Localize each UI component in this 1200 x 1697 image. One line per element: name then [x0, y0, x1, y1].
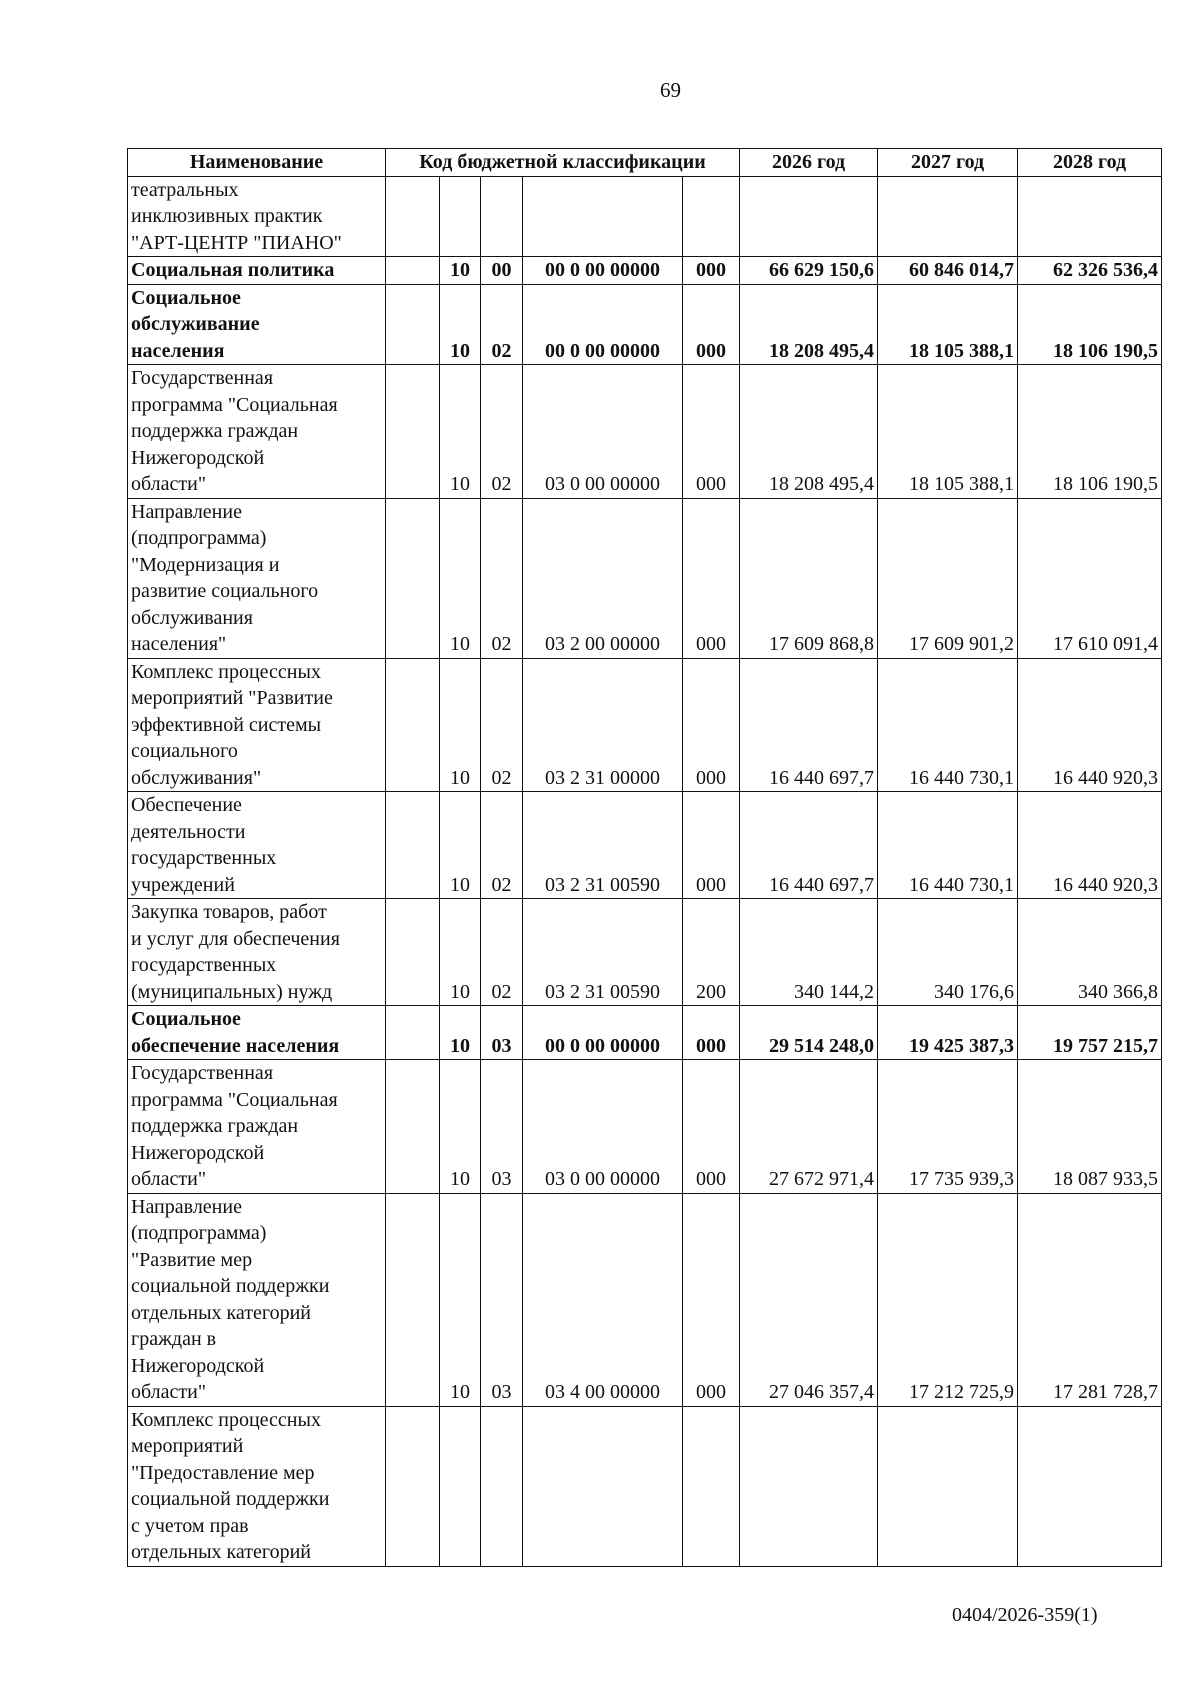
row-name [128, 257, 386, 285]
code-subsection [481, 1406, 523, 1566]
row-name-line: Нижегородской [131, 446, 265, 469]
code-col-1 [386, 792, 440, 899]
code-subsection: 02 [481, 284, 523, 365]
row-name-line: обслуживание [131, 313, 260, 335]
code-section: 10 [440, 284, 481, 365]
value-2026: 17 609 868,8 [740, 498, 878, 658]
row-name-line: развитие социального [131, 580, 319, 602]
value-2028: 340 366,8 [1018, 899, 1162, 1006]
table-row [128, 176, 1162, 257]
value-2026 [740, 1406, 878, 1566]
value-2026: 18 208 495,4 [740, 284, 878, 365]
row-name-line: "Модернизация и [131, 553, 280, 576]
code-section [440, 1406, 481, 1566]
row-name-line: учреждений [131, 873, 235, 896]
row-name-line: граждан в [131, 1328, 217, 1350]
value-2027: 19 425 387,3 [878, 1006, 1018, 1060]
value-2027 [878, 1406, 1018, 1566]
row-name-line: Социальная политика [131, 259, 335, 281]
row-name-line: Социальное [131, 286, 241, 309]
code-target-article: 00 0 00 00000 [523, 284, 683, 365]
row-name-line: Государственная [131, 1062, 274, 1084]
row-name-line: Нижегородской [131, 1141, 265, 1164]
code-col-1 [386, 658, 440, 792]
value-2028 [1018, 176, 1162, 257]
row-name [128, 365, 386, 499]
row-name-line: области" [131, 473, 207, 495]
row-name-line: Направление [131, 1195, 242, 1218]
row-name-line: области" [131, 1168, 207, 1190]
code-subsection: 02 [481, 498, 523, 658]
code-expense-type: 000 [683, 1193, 740, 1406]
code-expense-type [683, 1406, 740, 1566]
row-name-line: программа "Социальная [131, 393, 338, 416]
row-name-line: программа "Социальная [131, 1088, 338, 1111]
row-name-line: Направление [131, 500, 242, 523]
value-2026: 16 440 697,7 [740, 792, 878, 899]
code-expense-type [683, 176, 740, 257]
code-target-article: 03 4 00 00000 [523, 1193, 683, 1406]
value-2027: 17 735 939,3 [878, 1060, 1018, 1194]
value-2028: 18 106 190,5 [1018, 365, 1162, 499]
code-target-article: 03 2 31 00000 [523, 658, 683, 792]
code-section: 10 [440, 658, 481, 792]
code-col-1 [386, 1193, 440, 1406]
value-2026: 340 144,2 [740, 899, 878, 1006]
code-col-1 [386, 899, 440, 1006]
row-name [128, 176, 386, 257]
value-2028: 16 440 920,3 [1018, 792, 1162, 899]
value-2028: 18 106 190,5 [1018, 284, 1162, 365]
value-2027: 18 105 388,1 [878, 365, 1018, 499]
value-2026: 66 629 150,6 [740, 257, 878, 285]
value-2026: 27 672 971,4 [740, 1060, 878, 1194]
code-expense-type: 000 [683, 792, 740, 899]
code-target-article: 00 0 00 00000 [523, 1006, 683, 1060]
code-col-1 [386, 1006, 440, 1060]
code-target-article: 03 0 00 00000 [523, 365, 683, 499]
table-row [128, 1406, 1162, 1566]
code-subsection: 03 [481, 1006, 523, 1060]
header-2028: 2028 год [1018, 149, 1162, 177]
value-2028 [1018, 1406, 1162, 1566]
document-code: 0404/2026-359(1) [952, 1604, 1098, 1626]
row-name [128, 1006, 386, 1060]
row-name [128, 284, 386, 365]
code-target-article: 00 0 00 00000 [523, 257, 683, 285]
code-expense-type: 000 [683, 1060, 740, 1194]
table-row [128, 1060, 1162, 1194]
code-section: 10 [440, 1006, 481, 1060]
row-name-line: театральных [131, 178, 239, 201]
code-section: 10 [440, 1060, 481, 1194]
row-name-line: Государственная [131, 367, 274, 389]
code-expense-type: 000 [683, 498, 740, 658]
row-name-line: обслуживания" [131, 766, 262, 789]
header-2026: 2026 год [740, 149, 878, 177]
value-2027: 16 440 730,1 [878, 792, 1018, 899]
value-2027: 18 105 388,1 [878, 284, 1018, 365]
value-2026: 27 046 357,4 [740, 1193, 878, 1406]
budget-table [127, 148, 1162, 1567]
code-subsection: 02 [481, 792, 523, 899]
row-name [128, 658, 386, 792]
code-section: 10 [440, 257, 481, 285]
value-2027: 17 609 901,2 [878, 498, 1018, 658]
code-col-1 [386, 498, 440, 658]
row-name-line: обслуживания [131, 606, 253, 629]
code-target-article [523, 176, 683, 257]
code-expense-type: 000 [683, 658, 740, 792]
row-name-line: Социальное [131, 1008, 241, 1030]
code-subsection: 02 [481, 365, 523, 499]
value-2028: 62 326 536,4 [1018, 257, 1162, 285]
code-target-article: 03 2 00 00000 [523, 498, 683, 658]
code-col-1 [386, 1406, 440, 1566]
row-name-line: населения [131, 339, 225, 362]
code-target-article: 03 0 00 00000 [523, 1060, 683, 1194]
row-name-line: населения" [131, 633, 227, 655]
row-name-line: области" [131, 1381, 207, 1403]
code-expense-type: 000 [683, 257, 740, 285]
table-row [128, 257, 1162, 285]
code-expense-type: 000 [683, 365, 740, 499]
code-col-1 [386, 284, 440, 365]
code-expense-type: 000 [683, 284, 740, 365]
row-name-line: Комплекс процессных [131, 1408, 321, 1431]
code-expense-type: 000 [683, 1006, 740, 1060]
table-row [128, 792, 1162, 899]
row-name-line: Закупка товаров, работ [131, 901, 327, 923]
header-name: Наименование [128, 149, 386, 177]
value-2028: 17 610 091,4 [1018, 498, 1162, 658]
value-2027: 60 846 014,7 [878, 257, 1018, 285]
value-2026: 18 208 495,4 [740, 365, 878, 499]
row-name-line: социальной поддержки [131, 1488, 330, 1510]
code-col-1 [386, 1060, 440, 1194]
code-target-article: 03 2 31 00590 [523, 792, 683, 899]
row-name-line: отдельных категорий [131, 1301, 312, 1324]
row-name-line: с учетом прав [131, 1514, 249, 1537]
code-col-1 [386, 365, 440, 499]
code-section: 10 [440, 1193, 481, 1406]
value-2027: 16 440 730,1 [878, 658, 1018, 792]
row-name [128, 498, 386, 658]
table-body [128, 176, 1162, 1566]
row-name-line: эффективной системы [131, 713, 322, 736]
row-name-line: мероприятий [131, 1435, 244, 1457]
header-code: Код бюджетной классификации [386, 149, 740, 177]
row-name-line: "Предоставление мер [131, 1461, 315, 1484]
value-2027: 17 212 725,9 [878, 1193, 1018, 1406]
row-name [128, 792, 386, 899]
row-name-line: мероприятий "Развитие [131, 687, 333, 709]
row-name-line: социальной поддержки [131, 1275, 330, 1297]
row-name-line: "АРТ-ЦЕНТР "ПИАНО" [131, 231, 342, 254]
code-target-article [523, 1406, 683, 1566]
code-section: 10 [440, 365, 481, 499]
row-name-line: (подпрограмма) [131, 1222, 267, 1244]
page-number: 69 [660, 78, 681, 102]
table-row [128, 899, 1162, 1006]
row-name-line: Обеспечение [131, 794, 242, 816]
row-name-line: Нижегородской [131, 1354, 265, 1377]
value-2027 [878, 176, 1018, 257]
row-name-line: поддержка граждан [131, 1115, 299, 1137]
code-subsection: 02 [481, 899, 523, 1006]
code-col-1 [386, 176, 440, 257]
row-name [128, 1193, 386, 1406]
row-name-line: и услуг для обеспечения [131, 927, 340, 950]
row-name-line: государственных [131, 847, 277, 869]
table-row [128, 284, 1162, 365]
row-name-line: социального [131, 740, 238, 762]
code-section: 10 [440, 792, 481, 899]
value-2027: 340 176,6 [878, 899, 1018, 1006]
code-section [440, 176, 481, 257]
code-subsection [481, 176, 523, 257]
code-section: 10 [440, 899, 481, 1006]
row-name [128, 899, 386, 1006]
value-2028: 17 281 728,7 [1018, 1193, 1162, 1406]
row-name-line: поддержка граждан [131, 420, 299, 442]
row-name [128, 1406, 386, 1566]
table-header-row [128, 149, 1162, 177]
code-expense-type: 200 [683, 899, 740, 1006]
code-subsection: 03 [481, 1193, 523, 1406]
table-row [128, 1193, 1162, 1406]
value-2026: 29 514 248,0 [740, 1006, 878, 1060]
table-row [128, 365, 1162, 499]
row-name-line: обеспечение населения [131, 1034, 340, 1057]
row-name-line: "Развитие мер [131, 1248, 253, 1271]
code-subsection: 02 [481, 658, 523, 792]
table-row [128, 498, 1162, 658]
value-2028: 16 440 920,3 [1018, 658, 1162, 792]
code-target-article: 03 2 31 00590 [523, 899, 683, 1006]
value-2026: 16 440 697,7 [740, 658, 878, 792]
row-name-line: государственных [131, 954, 277, 976]
header-2027: 2027 год [878, 149, 1018, 177]
code-col-1 [386, 257, 440, 285]
row-name-line: инклюзивных практик [131, 205, 323, 227]
row-name-line: (подпрограмма) [131, 527, 267, 549]
value-2028: 18 087 933,5 [1018, 1060, 1162, 1194]
code-section: 10 [440, 498, 481, 658]
row-name-line: (муниципальных) нужд [131, 980, 333, 1003]
row-name-line: Комплекс процессных [131, 660, 321, 683]
code-subsection: 00 [481, 257, 523, 285]
row-name-line: отдельных категорий [131, 1541, 312, 1563]
row-name [128, 1060, 386, 1194]
value-2028: 19 757 215,7 [1018, 1006, 1162, 1060]
row-name-line: деятельности [131, 820, 246, 843]
table-row [128, 658, 1162, 792]
value-2026 [740, 176, 878, 257]
code-subsection: 03 [481, 1060, 523, 1194]
table-row [128, 1006, 1162, 1060]
